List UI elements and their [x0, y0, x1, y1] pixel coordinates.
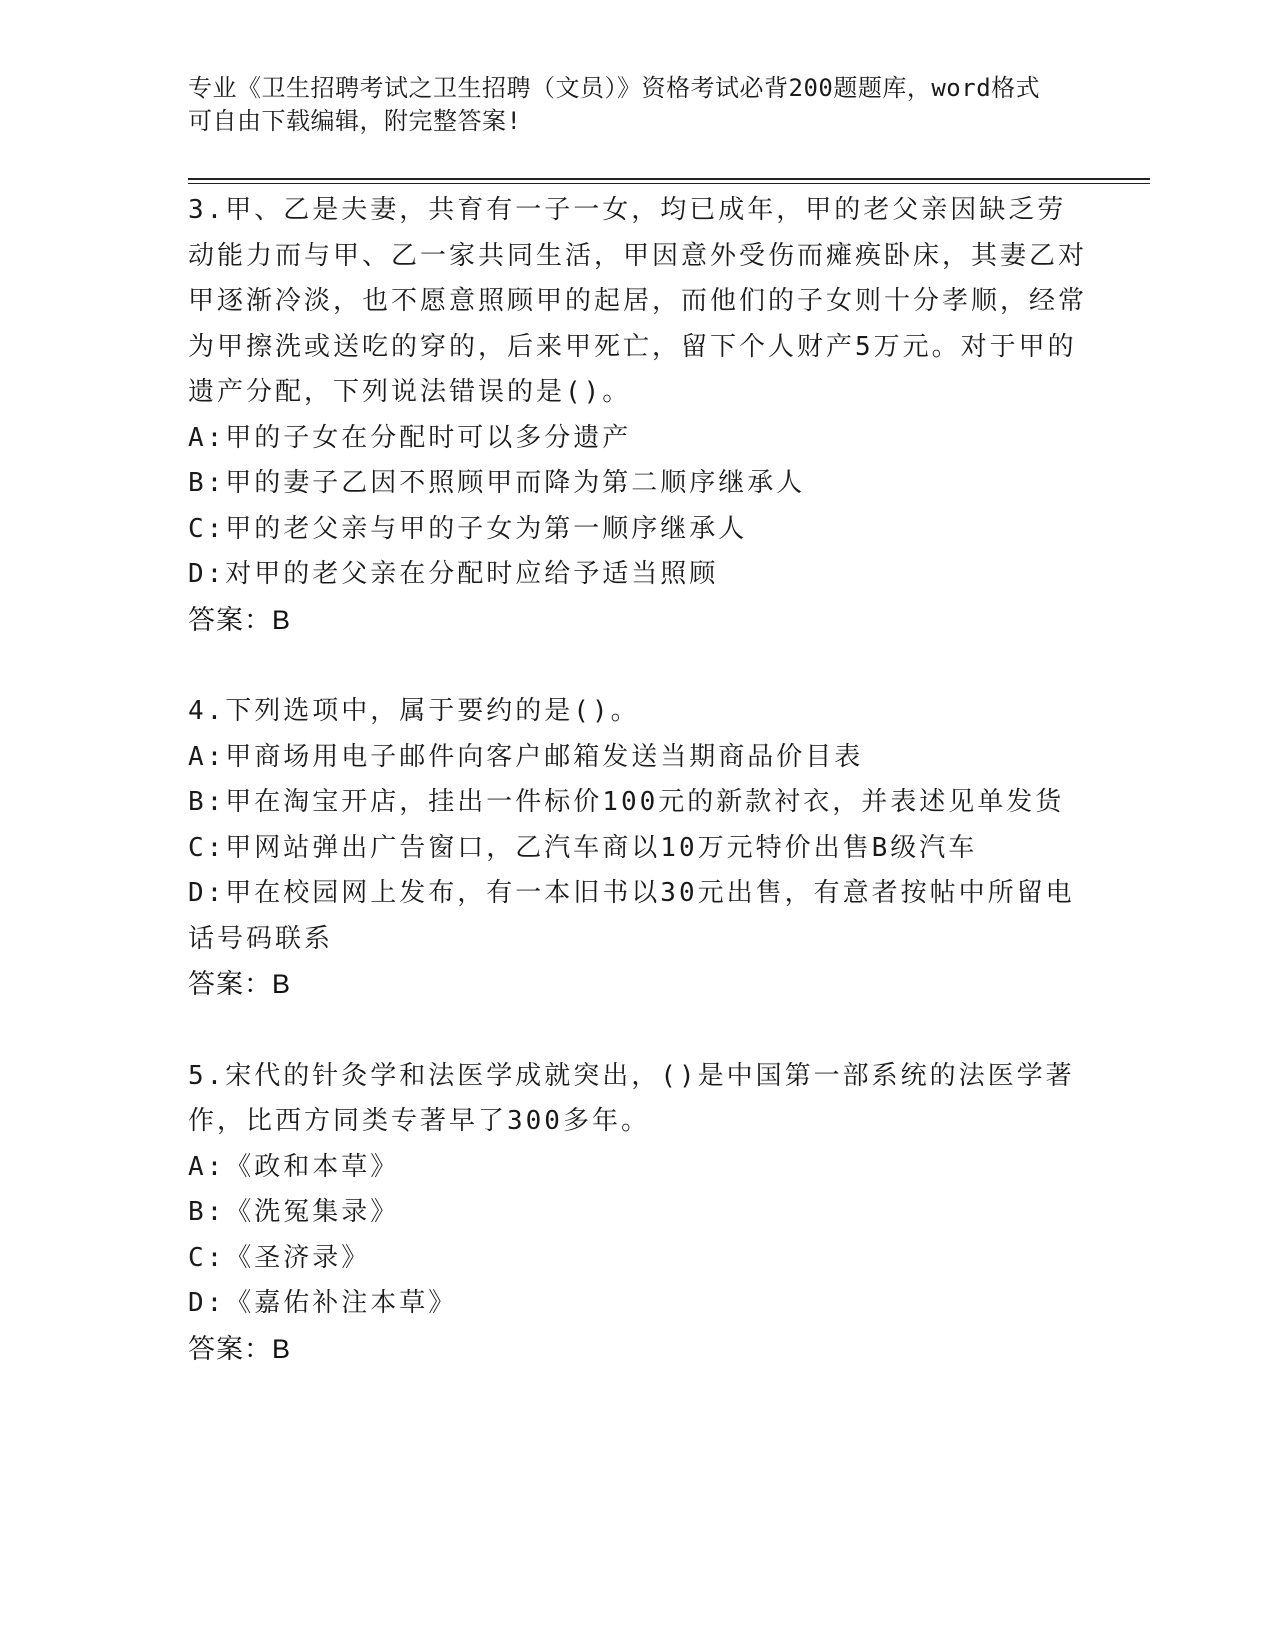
option-d: D:对甲的老父亲在分配时应给予适当照顾 [188, 559, 719, 589]
option-c: C:《圣济录》 [188, 1242, 371, 1273]
answer-line: 答案：B [188, 1333, 292, 1364]
answer-line: 答案：B [188, 969, 292, 999]
option-a: A:甲的子女在分配时可以多分遗产 [188, 422, 632, 453]
option-d: D:甲在校园网上发布，有一本旧书以30元出售，有意者按帖中所留电话号码联系 [188, 878, 1075, 954]
question-4 [188, 689, 1088, 1008]
option-a: A:《政和本草》 [188, 1151, 400, 1182]
question-text: 5.宋代的针灸学和法医学成就突出，()是中国第一部系统的法医学著作，比西方同类专著早了300多年。 [188, 1060, 1075, 1136]
header-divider [188, 178, 1150, 184]
option-a: A:甲商场用电子邮件向客户邮箱发送当期商品价目表 [188, 741, 864, 772]
answer-line: 答案：B [188, 604, 292, 635]
option-d: D:《嘉佑补注本草》 [188, 1288, 458, 1318]
option-c: C:甲网站弹出广告窗口，乙汽车商以10万元特价出售B级汽车 [188, 832, 978, 863]
option-b: B:甲在淘宝开店，挂出一件标价100元的新款衬衣，并表述见单发货 [188, 787, 1065, 817]
header-title-line-2: 可自由下载编辑，附完整答案! [188, 107, 522, 135]
question-text: 4.下列选项中，属于要约的是()。 [188, 696, 640, 726]
header-title-line-1: 专业《卫生招聘考试之卫生招聘（文员）》资格考试必背200题题库，word格式 [188, 74, 1041, 102]
question-text: 3.甲、乙是夫妻，共育有一子一女，均已成年，甲的老父亲因缺乏劳动能力而与甲、乙一家共同生活，甲因意外受伤而瘫痪卧床，其妻乙对甲逐渐冷淡，也不愿意照顾甲的起居，而他们的子女则十分孝顺，经常为甲擦洗或送吃的穿的，后来甲死亡，留下个人财产5万元。对于甲的遗产分配，下列说法错误的是()。 [188, 195, 1088, 407]
question-3 [188, 188, 1088, 643]
option-b: B:甲的妻子乙因不照顾甲而降为第二顺序继承人 [188, 468, 806, 498]
option-c: C:甲的老父亲与甲的子女为第一顺序继承人 [188, 513, 748, 544]
option-b: B:《洗冤集录》 [188, 1197, 400, 1227]
question-list [188, 188, 1088, 1418]
question-5 [188, 1054, 1088, 1373]
document-header [188, 72, 1068, 138]
